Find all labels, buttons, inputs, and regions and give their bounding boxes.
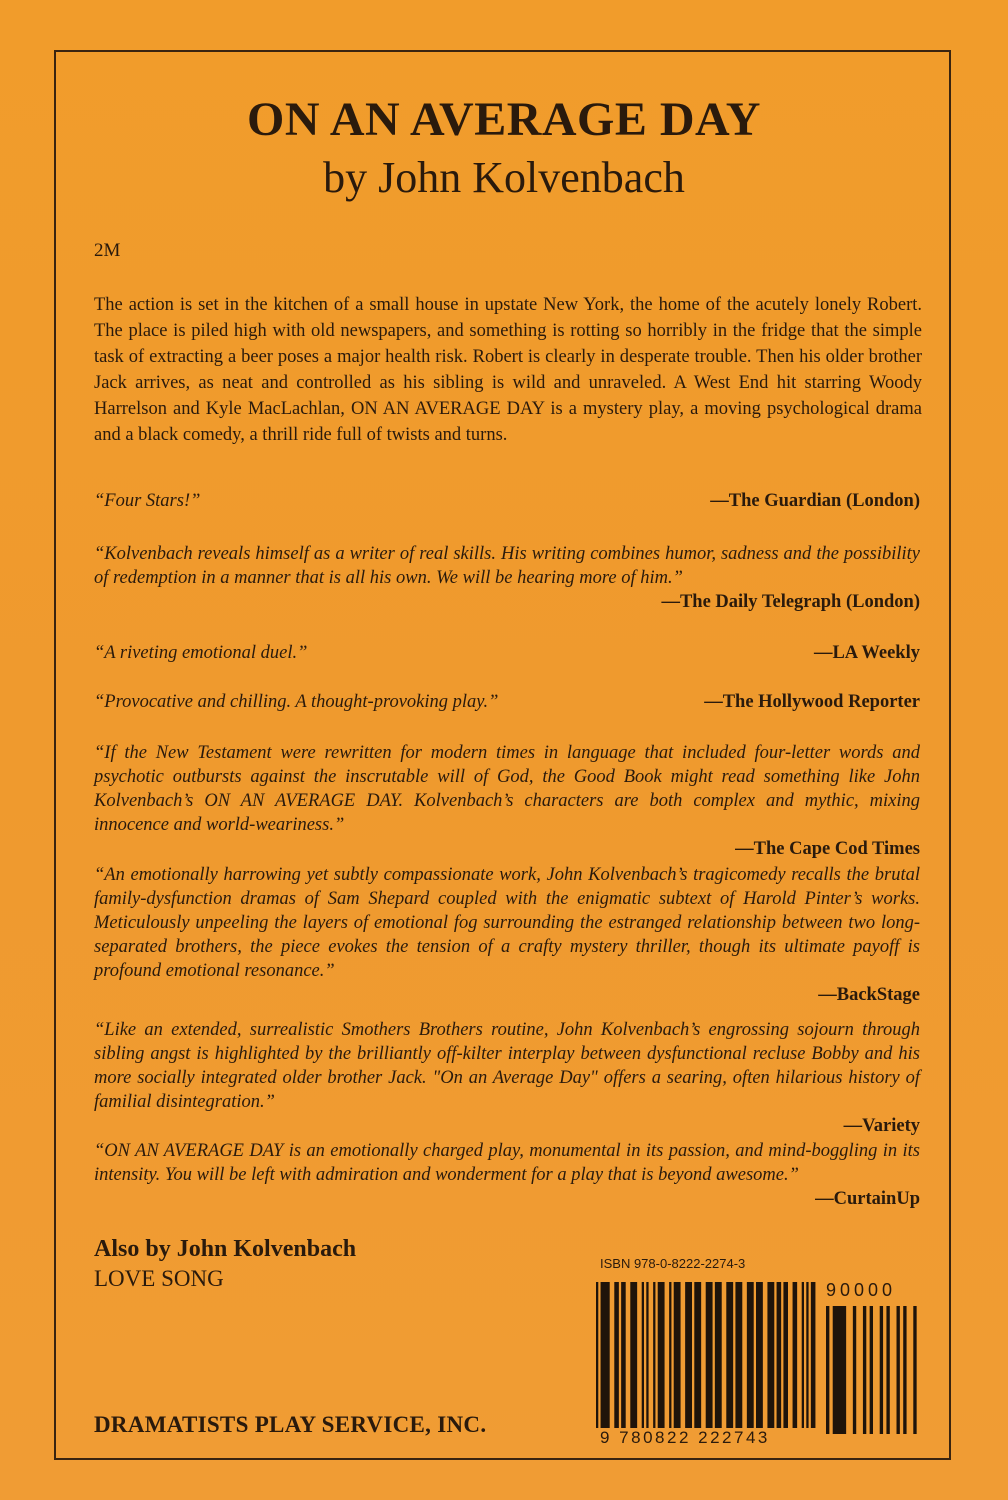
barcode-bar <box>601 1282 610 1428</box>
barcode-bar <box>614 1282 619 1428</box>
barcode-bar <box>642 1282 644 1428</box>
barcode-bar <box>694 1282 701 1428</box>
also-by-title: LOVE SONG <box>94 1266 224 1291</box>
barcode-bar <box>870 1306 873 1434</box>
barcode-bar <box>653 1282 655 1428</box>
review-curtainup <box>94 1139 920 1211</box>
barcode-bar <box>674 1282 681 1428</box>
review-quote: “Like an extended, surrealistic Smothers Brothers routine, John Kolvenbach’s engrossing sojourn through sibling angst is highlighted by the brilliantly off-kilter interplay between dysfunctional recluse Bobby and his more socially integrated older brother Jack. "On an Average Day" offers a searing, often hilarious history of familial disintegration.” <box>94 1020 920 1112</box>
review-quote: “Four Stars!” <box>94 491 201 511</box>
review-quote: “If the New Testament were rewritten for modern times in language that included four-letter words and psychotic outbursts against the inscrutable will of God, the Good Book might read something like John Kolvenbach’s ON AN AVERAGE DAY. Kolvenbach’s characters are both complex and mythic, mixing innocence and world-weariness.” <box>94 743 920 835</box>
author-byline: by John Kolvenbach <box>323 153 685 202</box>
barcode-bar <box>706 1282 713 1428</box>
review-quote: “An emotionally harrowing yet subtly compassionate work, John Kolvenbach’s tragicomedy recalls the brutal family-dysfunction dramas of Sam Shepard coupled with the enigmatic subtext of Harold Pinter’s works. Meticulously unpeeling the layers of emotional fog surrounding the estranged relationship between two long-separated brothers, the piece evokes the tension of a crafty mystery thriller, though its ultimate payoff is profound emotional resonance.” <box>94 865 920 981</box>
barcode-bar <box>621 1282 626 1428</box>
barcode-bar <box>863 1306 866 1434</box>
barcode-bar <box>913 1306 916 1434</box>
review-source: —Variety <box>843 1116 920 1136</box>
review-quote: “A riveting emotional duel.” <box>94 643 308 663</box>
review-source: —The Guardian (London) <box>710 491 920 511</box>
review-backstage <box>94 863 920 1007</box>
barcode-bar <box>806 1282 808 1428</box>
review-quote: “Provocative and chilling. A thought-provoking play.” <box>94 692 499 712</box>
review-cape-cod-times <box>94 741 920 861</box>
isbn-label: ISBN 978-0-8222-2274-3 <box>600 1256 746 1271</box>
barcode-bar <box>833 1306 846 1434</box>
barcode-bar <box>802 1282 804 1428</box>
barcode-bar <box>658 1282 665 1428</box>
publisher-name: DRAMATISTS PLAY SERVICE, INC. <box>94 1412 487 1437</box>
barcode-bar <box>767 1282 774 1428</box>
barcode-bar <box>747 1282 754 1428</box>
barcode-bar <box>669 1282 671 1428</box>
barcode-bar <box>735 1282 742 1428</box>
barcode-bar <box>685 1282 692 1428</box>
ean-barcode <box>596 1282 820 1432</box>
review-source: —BackStage <box>818 985 920 1005</box>
barcode-bar <box>756 1282 763 1428</box>
price-code: 90000 <box>826 1280 897 1300</box>
review-quote: “Kolvenbach reveals himself as a writer of real skills. His writing combines humor, sadness and the possibility of redemption in a manner that is all his own. We will be hearing more of him.” <box>94 544 920 588</box>
barcode-bar <box>630 1282 637 1428</box>
barcode-bar <box>793 1282 798 1428</box>
barcode-bar <box>853 1306 856 1434</box>
cast-size: 2M <box>94 240 121 261</box>
review-source: —The Daily Telegraph (London) <box>661 592 920 612</box>
ean-digits: 9 780822 222743 <box>600 1428 770 1447</box>
review-telegraph <box>94 542 920 614</box>
barcode-bar <box>777 1282 782 1428</box>
review-quote: “ON AN AVERAGE DAY is an emotionally charged play, monumental in its passion, and mind-boggling in its intensity. You will be left with admiration and wonderment for a play that is beyond awesome.” <box>94 1141 920 1185</box>
review-la-weekly <box>94 641 920 665</box>
review-variety <box>94 1018 920 1138</box>
barcode-bar <box>886 1306 889 1434</box>
barcode-bar <box>715 1282 722 1428</box>
barcode-bar <box>646 1282 648 1428</box>
barcode-bar <box>596 1282 598 1428</box>
review-source: —LA Weekly <box>813 643 920 663</box>
barcode-bar <box>726 1282 733 1428</box>
barcode-bar <box>903 1306 906 1434</box>
barcode-bar <box>811 1282 816 1428</box>
review-source: —The Cape Cod Times <box>735 839 920 859</box>
review-source: —CurtainUp <box>815 1189 920 1209</box>
review-source: —The Hollywood Reporter <box>704 692 920 712</box>
barcode-bar <box>826 1306 829 1434</box>
barcode-bar <box>897 1306 900 1434</box>
review-hollywood-reporter <box>94 690 920 714</box>
price-barcode <box>826 1306 920 1438</box>
book-title: ON AN AVERAGE DAY <box>247 93 761 146</box>
review-guardian <box>94 489 920 513</box>
barcode-bar <box>783 1282 788 1428</box>
also-by-heading: Also by John Kolvenbach <box>94 1236 357 1262</box>
barcode-bar <box>880 1306 883 1434</box>
synopsis: The action is set in the kitchen of a small house in upstate New York, the home of the acutely lonely Robert. The place is piled high with old newspapers, and something is rotting so horribly in the fridge that the simple task of extracting a beer poses a major health risk. Robert is clearly in desperate trouble. Then his older brother Jack arrives, as neat and controlled as his sibling is wild and unraveled. A West End hit starring Woody Harrelson and Kyle MacLachlan, ON AN AVERAGE DAY is a mystery play, a moving psychological drama and a black comedy, a thrill ride full of twists and turns. <box>94 295 922 445</box>
